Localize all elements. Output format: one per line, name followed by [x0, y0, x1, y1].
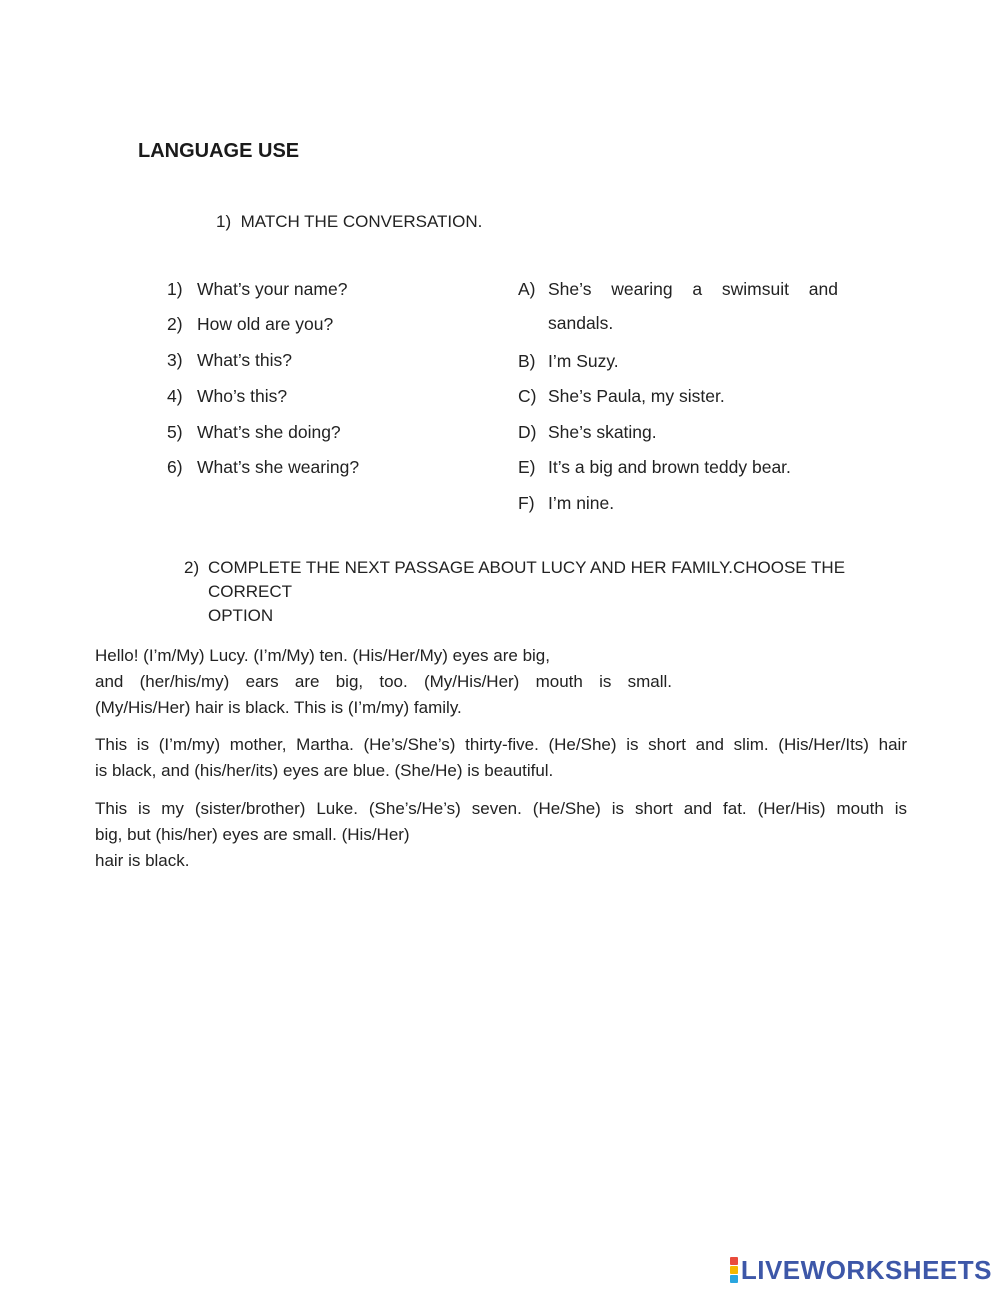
answer-item-number: D): [518, 422, 537, 442]
passage-line: is black, and (his/her/its) eyes are blue. (She/He) is beautiful.: [95, 761, 554, 780]
question-item: [167, 314, 333, 335]
answer-item-text: She’s Paula, my sister.: [548, 386, 725, 406]
passage-paragraph-2: [95, 732, 907, 784]
answer-item-number: E): [518, 457, 536, 477]
question-item-text: What’s she wearing?: [197, 457, 360, 477]
logo-block: [730, 1266, 738, 1274]
question-item-number: 6): [167, 457, 183, 477]
logo-block: [730, 1257, 738, 1265]
question-item-text: What’s your name?: [197, 279, 348, 299]
passage-line: This is (I’m/my) mother, Martha. (He’s/She’s) thirty-five. (He/She) is short and slim. (His/Her/Its) hair: [95, 735, 907, 754]
answer-item-f: [518, 493, 614, 514]
passage-line: (My/His/Her) hair is black. This is (I’m/my) family.: [95, 698, 462, 717]
passage-line: big, but (his/her) eyes are small. (His/Her): [95, 825, 410, 844]
question-item: [167, 457, 359, 478]
passage-paragraph-3: [95, 796, 907, 874]
question-item-text: Who’s this?: [197, 386, 288, 406]
question-item-text: What’s this?: [197, 350, 292, 370]
question-item-number: 2): [167, 314, 183, 334]
question-1-number: 1): [216, 212, 232, 231]
question-item: [167, 350, 292, 371]
answer-item-number: F): [518, 493, 535, 513]
answer-item-b: [518, 351, 619, 372]
question-item-number: 4): [167, 386, 183, 406]
answer-item-text: It’s a big and brown teddy bear.: [548, 457, 791, 477]
logo-text: LIVEWORKSHEETS: [740, 1254, 992, 1285]
question-item-text: How old are you?: [197, 314, 334, 334]
question-item-number: 1): [167, 279, 183, 299]
section-title: LANGUAGE USE: [138, 140, 300, 162]
answer-item-text-continued: sandals.: [548, 313, 614, 333]
question-2-text-line1: COMPLETE THE NEXT PASSAGE ABOUT LUCY AND HER FAMILY.CHOOSE THE CORRECT: [208, 558, 846, 601]
answer-item-a: [518, 279, 838, 333]
question-2-heading: [184, 556, 904, 628]
answer-item-c: [518, 386, 725, 407]
answer-item-text: She’s skating.: [548, 422, 657, 442]
passage-line: hair is black.: [95, 851, 190, 870]
answer-item-text: I’m Suzy.: [548, 351, 619, 371]
question-item-number: 5): [167, 422, 183, 442]
question-item: [167, 279, 347, 300]
answer-item-number: B): [518, 351, 536, 371]
passage-line: This is my (sister/brother) Luke. (She’s/He’s) seven. (He/She) is short and fat. (Her/His) mouth is: [95, 799, 907, 818]
question-2-text-line2: OPTION: [208, 606, 274, 625]
logo-block: [730, 1275, 738, 1283]
liveworksheets-logo: [730, 1255, 992, 1285]
answer-item-d: [518, 422, 657, 443]
answer-item-number: A): [518, 279, 536, 299]
question-1-heading: [216, 212, 482, 232]
answer-item-number: C): [518, 386, 537, 406]
question-item: [167, 422, 341, 443]
question-item: [167, 386, 287, 407]
passage-line: and (her/his/my) ears are big, too. (My/His/Her) mouth is small.: [95, 672, 672, 691]
question-item-number: 3): [167, 350, 183, 370]
passage-line: Hello! (I’m/My) Lucy. (I’m/My) ten. (His/Her/My) eyes are big,: [95, 646, 550, 665]
question-item-text: What’s she doing?: [197, 422, 341, 442]
logo-blocks-icon: [730, 1257, 738, 1283]
answer-item-text: She’s wearing a swimsuit and: [548, 279, 838, 299]
answer-item-e: [518, 457, 791, 478]
question-2-number: 2): [184, 558, 200, 577]
answer-item-text: I’m nine.: [548, 493, 615, 513]
passage-paragraph-1: [95, 643, 907, 721]
question-1-text: MATCH THE CONVERSATION.: [240, 212, 483, 231]
